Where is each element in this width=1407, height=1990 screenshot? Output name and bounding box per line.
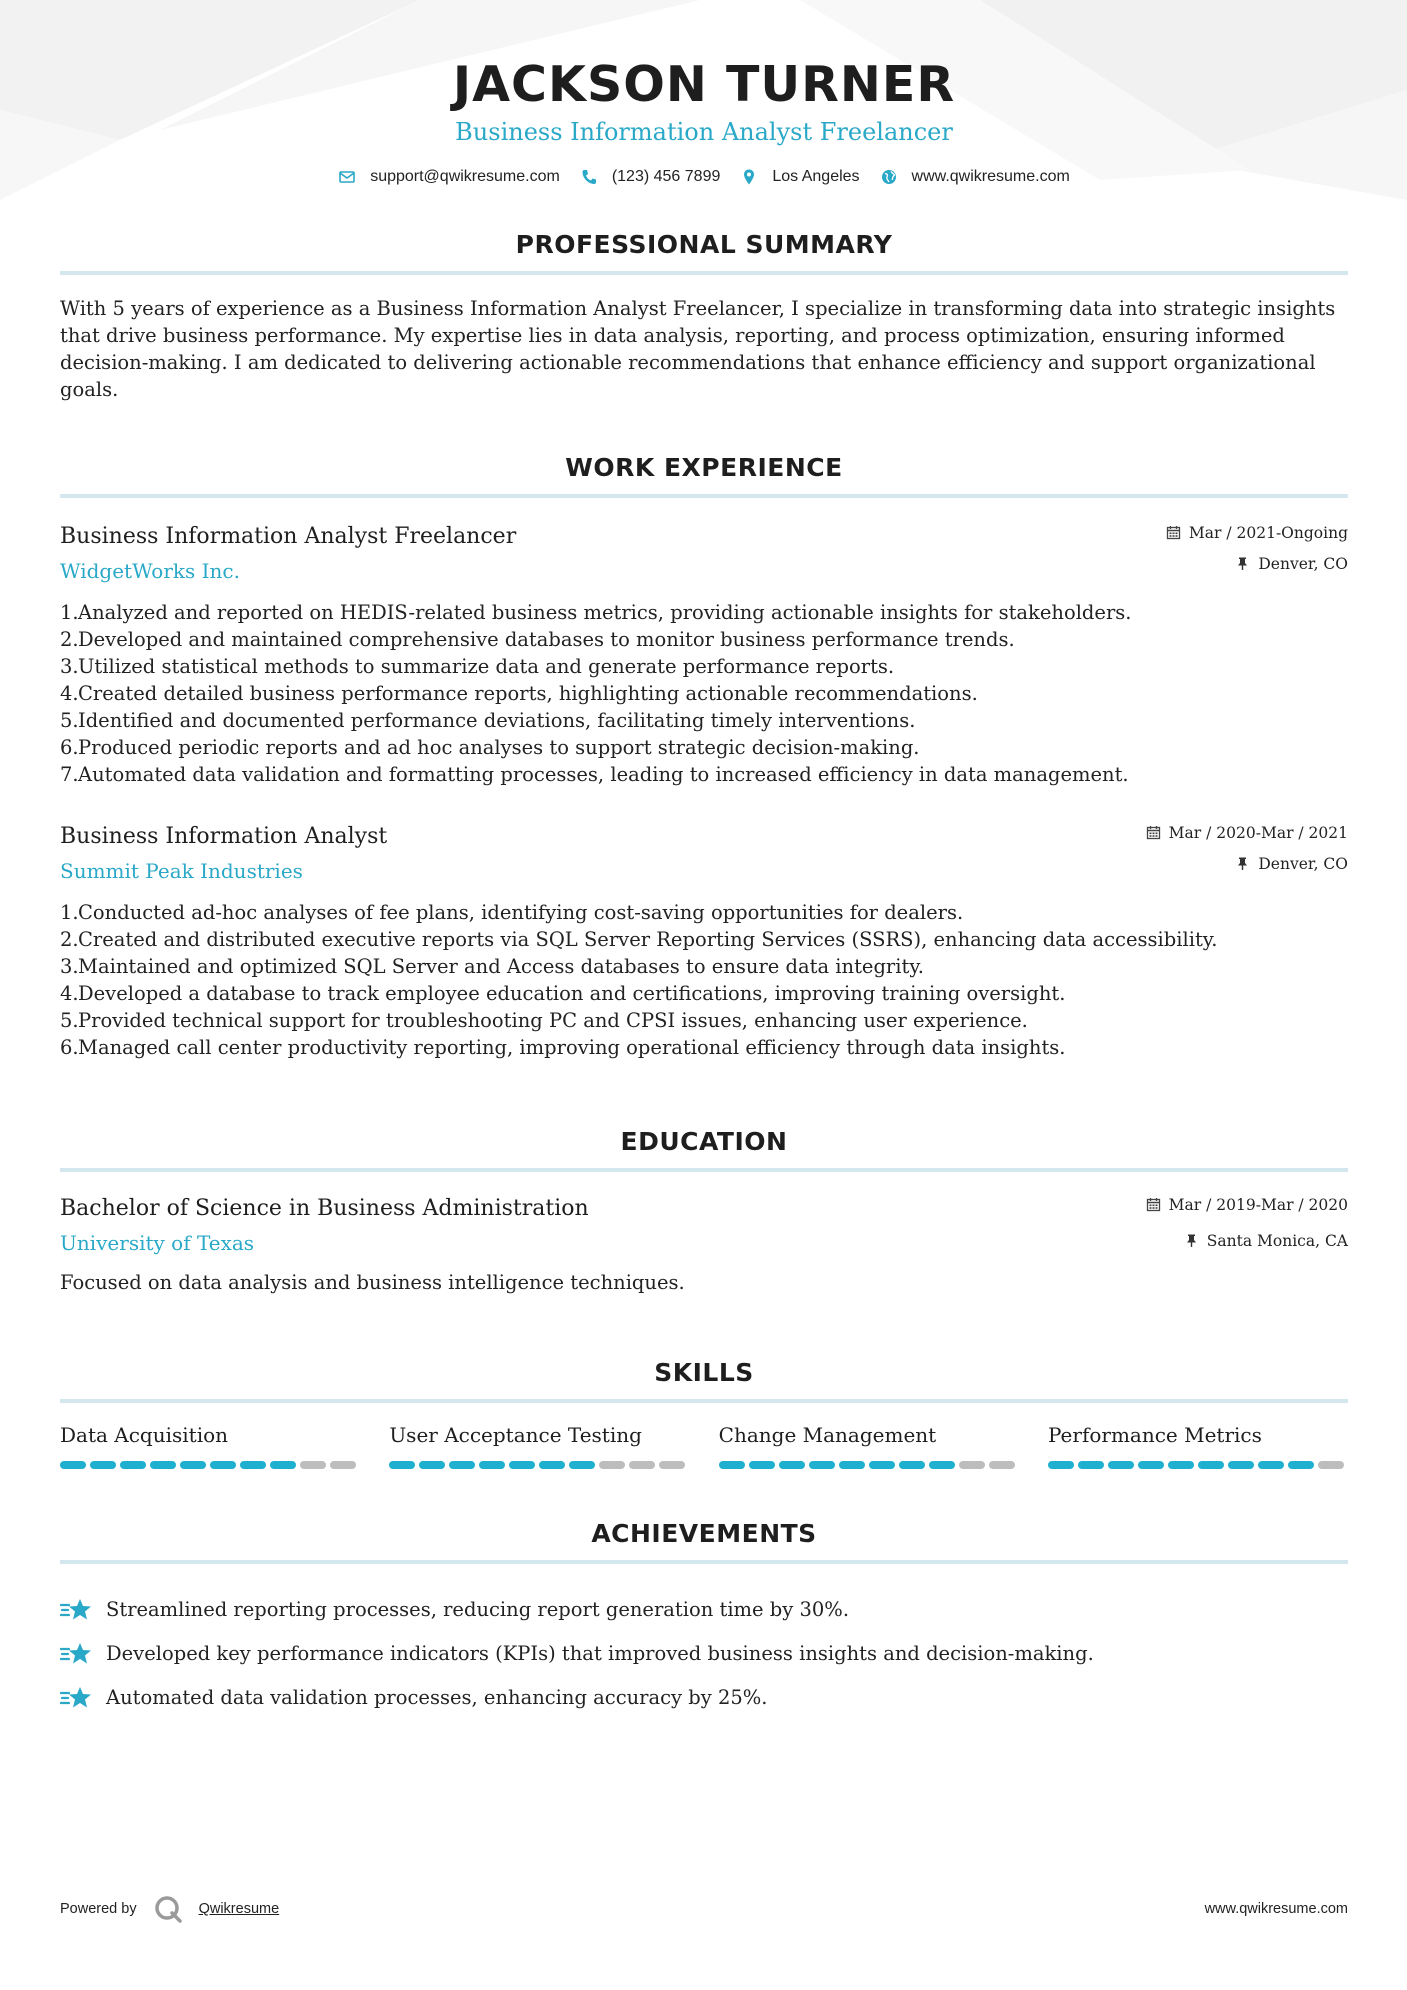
skill-level-bar [60,1461,360,1469]
website-text: www.qwikresume.com [911,167,1070,185]
globe-icon [880,168,898,186]
skill-level-bar [389,1461,689,1469]
skill-segment-filled [839,1461,865,1469]
section-divider [60,494,1348,498]
education-entry [60,1196,1348,1296]
job-bullet: 5. Provided technical support for troubleshooting PC and CPSI issues, enhancing user experience. [60,1008,1028,1032]
skill-segment-filled [1078,1461,1104,1469]
job-company: Summit Peak Industries [60,858,303,883]
skill-segment-filled [150,1461,176,1469]
skill-segment-filled [240,1461,266,1469]
job-bullet: 3. Utilized statistical methods to summarize data and generate performance reports. [60,654,895,678]
job-title: Business Information Analyst [60,823,388,849]
job-bullet: 7. Automated data validation and formatting processes, leading to increased efficiency in data management. [60,762,1129,786]
skill-segment-empty [330,1461,356,1469]
education-section [60,1127,1348,1296]
skill-item [719,1423,1019,1469]
job-bullet: 2. Developed and maintained comprehensive databases to monitor business performance trends. [60,627,1015,651]
skill-item [389,1423,689,1469]
calendar-icon [1166,525,1181,540]
skill-segment-filled [1048,1461,1074,1469]
calendar-icon [1146,1197,1161,1212]
achievement-text: Streamlined reporting processes, reducing report generation time by 30%. [106,1598,850,1622]
job-entry [60,824,1348,1061]
skill-item [60,1423,360,1469]
skills-list [60,1423,1348,1469]
skill-segment-filled [509,1461,535,1469]
skill-segment-filled [869,1461,895,1469]
contact-bar [60,168,1348,186]
brand-link[interactable]: Qwikresume [198,1901,280,1917]
job-entry [60,524,1348,788]
experience-heading: WORK EXPERIENCE [565,452,843,482]
skill-segment-empty [599,1461,625,1469]
contact-website[interactable] [880,168,1070,186]
phone-text: (123) 456 7899 [611,167,721,185]
achievement-item [60,1588,1348,1632]
pushpin-icon [1235,556,1250,571]
email-text: support@qwikresume.com [370,167,560,185]
skills-section [60,1358,1348,1469]
job-bullet: 4. Created detailed business performance reports, highlighting actionable recommendations. [60,681,978,705]
job-meta [1166,524,1348,573]
skill-segment-filled [479,1461,505,1469]
education-dates: Mar / 2019-Mar / 2020 [1168,1195,1348,1214]
skill-segment-filled [210,1461,236,1469]
skill-segment-filled [749,1461,775,1469]
skill-level-bar [719,1461,1019,1469]
achievements-list [60,1588,1348,1720]
skill-segment-filled [1258,1461,1284,1469]
achievement-item [60,1676,1348,1720]
summary-heading: PROFESSIONAL SUMMARY [515,229,893,259]
envelope-icon [338,168,356,186]
phone-icon [580,168,598,186]
skill-segment-filled [719,1461,745,1469]
achievement-item [60,1632,1348,1676]
summary-text: With 5 years of experience as a Business Information Analyst Freelancer, I specialize in transforming data into strategic insights that drive business performance. My expertise lies in data analysis, reporting, and process optimization, ensuring informed decision-making. I am dedicated to delivering actionable recommendations that enhance efficiency and support organizational goals. [60,296,1336,401]
powered-by [60,1894,279,1924]
job-dates: Mar / 2020-Mar / 2021 [1168,823,1348,842]
skill-segment-filled [809,1461,835,1469]
qwikresume-logo-icon [153,1894,183,1924]
job-location: Denver, CO [1258,554,1348,573]
skill-segment-filled [1168,1461,1194,1469]
skill-segment-filled [929,1461,955,1469]
contact-phone[interactable] [580,168,721,186]
skill-segment-filled [539,1461,565,1469]
pushpin-icon [1184,1233,1199,1248]
skill-segment-filled [1108,1461,1134,1469]
skill-name: Data Acquisition [60,1422,229,1447]
section-divider [60,1399,1348,1403]
skill-segment-filled [1228,1461,1254,1469]
skill-item [1048,1423,1348,1469]
section-divider [60,1168,1348,1172]
skill-name: Change Management [718,1422,937,1447]
job-bullet: 6. Produced periodic reports and ad hoc analyses to support strategic decision-making. [60,735,920,759]
resume-page [60,0,1348,1720]
resume-header [60,0,1348,186]
location-text: Los Angeles [772,167,860,185]
map-pin-icon [740,168,758,186]
skill-segment-empty [959,1461,985,1469]
skill-segment-filled [180,1461,206,1469]
skill-segment-empty [1318,1461,1344,1469]
job-bullet: 1. Analyzed and reported on HEDIS-related business metrics, providing actionable insights for stakeholders. [60,600,1132,624]
job-bullets [60,899,1348,1061]
job-bullet: 5. Identified and documented performance deviations, facilitating timely interventions. [60,708,916,732]
skill-segment-filled [1138,1461,1164,1469]
section-divider [60,271,1348,275]
summary-section [60,230,1348,403]
skill-segment-filled [779,1461,805,1469]
skill-segment-empty [300,1461,326,1469]
job-bullet: 6. Managed call center productivity reporting, improving operational efficiency through data insights. [60,1035,1066,1059]
footer-website[interactable]: www.qwikresume.com [1204,1901,1348,1917]
job-bullet: 4. Developed a database to track employee education and certifications, improving training oversight. [60,981,1066,1005]
degree-title: Bachelor of Science in Business Administration [60,1195,589,1221]
skill-segment-empty [989,1461,1015,1469]
skill-segment-empty [659,1461,685,1469]
achievement-text: Developed key performance indicators (KPIs) that improved business insights and decision-making. [106,1642,1094,1666]
candidate-name: JACKSON TURNER [452,56,956,113]
skill-segment-filled [120,1461,146,1469]
job-bullets [60,599,1348,788]
job-bullet: 3. Maintained and optimized SQL Server and Access databases to ensure data integrity. [60,954,924,978]
section-divider [60,1560,1348,1564]
contact-email[interactable] [338,168,560,186]
calendar-icon [1146,825,1161,840]
shooting-star-icon [60,1640,92,1668]
skill-name: User Acceptance Testing [389,1422,642,1447]
job-bullet: 2. Created and distributed executive reports via SQL Server Reporting Services (SSRS), enhancing data accessibility. [60,927,1218,951]
skill-segment-filled [1288,1461,1314,1469]
page-footer [60,1894,1348,1924]
job-company: WidgetWorks Inc. [60,558,240,583]
skill-segment-filled [389,1461,415,1469]
skill-segment-filled [419,1461,445,1469]
skill-segment-filled [270,1461,296,1469]
skill-segment-filled [569,1461,595,1469]
shooting-star-icon [60,1684,92,1712]
powered-by-label: Powered by [60,1901,137,1917]
candidate-title: Business Information Analyst Freelancer [455,117,953,146]
education-description: Focused on data analysis and business intelligence techniques. [60,1270,685,1294]
skill-segment-filled [60,1461,86,1469]
education-heading: EDUCATION [620,1126,788,1156]
pushpin-icon [1235,856,1250,871]
education-meta [1146,1196,1348,1250]
job-dates: Mar / 2021-Ongoing [1188,523,1348,542]
skill-segment-filled [1198,1461,1224,1469]
job-location: Denver, CO [1258,854,1348,873]
skill-segment-filled [90,1461,116,1469]
job-meta [1146,824,1348,873]
shooting-star-icon [60,1596,92,1624]
education-location: Santa Monica, CA [1206,1231,1348,1250]
achievement-text: Automated data validation processes, enhancing accuracy by 25%. [106,1686,768,1710]
skill-name: Performance Metrics [1047,1422,1262,1447]
skill-segment-filled [449,1461,475,1469]
achievements-section [60,1519,1348,1720]
job-bullet: 1. Conducted ad-hoc analyses of fee plans, identifying cost-saving opportunities for dealers. [60,900,964,924]
skill-segment-empty [629,1461,655,1469]
contact-location [740,168,859,186]
skill-level-bar [1048,1461,1348,1469]
skill-segment-filled [899,1461,925,1469]
skills-heading: SKILLS [654,1357,754,1387]
experience-section [60,453,1348,1061]
job-title: Business Information Analyst Freelancer [60,523,517,549]
achievements-heading: ACHIEVEMENTS [591,1518,817,1548]
school-name: University of Texas [60,1230,255,1255]
